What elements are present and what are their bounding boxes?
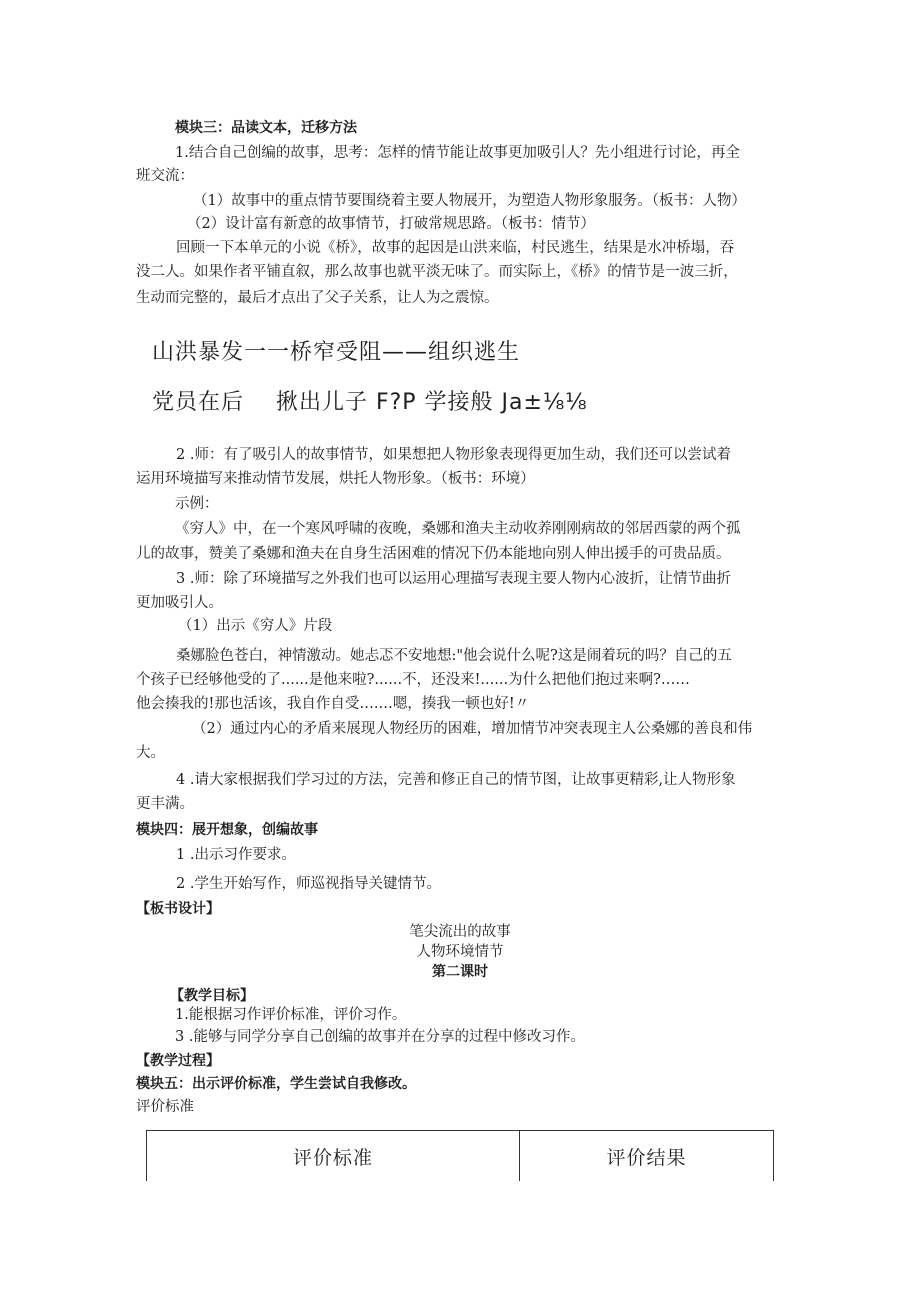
paragraph: 3 .师：除了环境描写之外我们也可以运用心理描写表现主要人物内心波折，让情节曲折 (176, 571, 731, 587)
paragraph: 《穷人》中，在一个寒风呼啸的夜晚，桑娜和渔夫主动收养刚刚病故的邻居西蒙的两个孤 (175, 521, 741, 537)
quote: 个孩子已经够他受的了......是他来啦?......不，还没来!......为什么把他们抱过来啊?…… (136, 672, 690, 688)
paragraph: （1）出示《穷人》片段 (178, 618, 333, 634)
paragraph: 示例： (175, 496, 219, 512)
paragraph: 没二人。如果作者平铺直叙，那么故事也就平淡无味了。而实际上，《桥》的情节是一波三折， (136, 264, 738, 280)
list-item: 2 .学生开始写作，师巡视指导关键情节。 (176, 876, 441, 892)
handwritten-plot-line: 党员在后 揪出儿子 F?P 学接般 Ja±⅛⅛ (152, 390, 588, 415)
paragraph: 2 .师：有了吸引人的故事情节，如果想把人物形象表现得更加生动，我们还可以尝试着 (176, 447, 731, 463)
module3-title: 模块三：品读文本，迁移方法 (175, 120, 357, 136)
table-header-cell: 评价结果 (520, 1131, 774, 1182)
paragraph: 运用环境描写来推动情节发展，烘托人物形象。（板书：环境） (136, 471, 535, 487)
paragraph: 儿的故事，赞美了桑娜和渔夫在自身生活困难的情况下仍本能地向别人伸出援手的可贵品质。 (136, 546, 731, 562)
lesson2-title: 第二课时 (432, 964, 488, 980)
board-line: 笔尖流出的故事 (409, 924, 511, 940)
paragraph: 大。 (136, 745, 165, 761)
paragraph: （2）通过内心的矛盾来展现人物经历的困难，增加情节冲突表现主人公桑娜的善良和伟 (192, 721, 753, 737)
paragraph: 更加吸引人。 (136, 595, 223, 611)
paragraph: 4 .请大家根据我们学习过的方法，完善和修正自己的情节图，让故事更精彩,让人物形象 (176, 772, 736, 788)
paragraph: （2）设计富有新意的故事情节，打破常规思路。（板书：情节） (187, 216, 595, 232)
paragraph: 1.结合自己创编的故事，思考：怎样的情节能让故事更加吸引人？先小组进行讨论，再全 (175, 145, 740, 161)
quote: 他会揍我的!那也活该，我自作自受….…嗯，揍我一顿也好!〃 (136, 696, 530, 712)
quote: 桑娜脸色苍白，神情激动。她忐忑不安地想:"他会说什么呢?这是闹着玩的吗？自己的五 (176, 648, 732, 664)
paragraph: 班交流： (136, 168, 194, 184)
goal-item: 3 .能够与同学分享自己创编的故事并在分享的过程中修改习作。 (175, 1029, 585, 1045)
table-header-row (147, 1131, 774, 1182)
paragraph: 生动而完整的，最后才点出了父子关系，让人为之震惊。 (136, 290, 499, 306)
board-title: 【板书设计】 (136, 901, 220, 917)
paragraph: 回顾一下本单元的小说《桥》，故事的起因是山洪来临，村民逃生，结果是水冲桥塌，吞 (176, 240, 735, 256)
list-item: 1 .出示习作要求。 (176, 847, 296, 863)
paragraph: 更丰满。 (136, 796, 194, 812)
module5-title: 模块五：出示评价标准，学生尝试自我修改。 (136, 1076, 416, 1092)
goals-title: 【教学目标】 (170, 988, 254, 1004)
criteria-label: 评价标准 (136, 1099, 194, 1115)
handwritten-plot-line: 山洪暴发一一桥窄受阻——组织逃生 (152, 340, 521, 365)
module4-title: 模块四：展开想象，创编故事 (136, 822, 318, 838)
evaluation-table (146, 1130, 774, 1181)
goal-item: 1.能根据习作评价标准，评价习作。 (175, 1007, 407, 1023)
paragraph: （1）故事中的重点情节要围绕着主要人物展开，为塑造人物形象服务。（板书：人物） (193, 193, 746, 209)
table-header-cell: 评价标准 (147, 1131, 520, 1182)
process-title: 【教学过程】 (136, 1053, 220, 1069)
board-line: 人物环境情节 (416, 944, 504, 960)
